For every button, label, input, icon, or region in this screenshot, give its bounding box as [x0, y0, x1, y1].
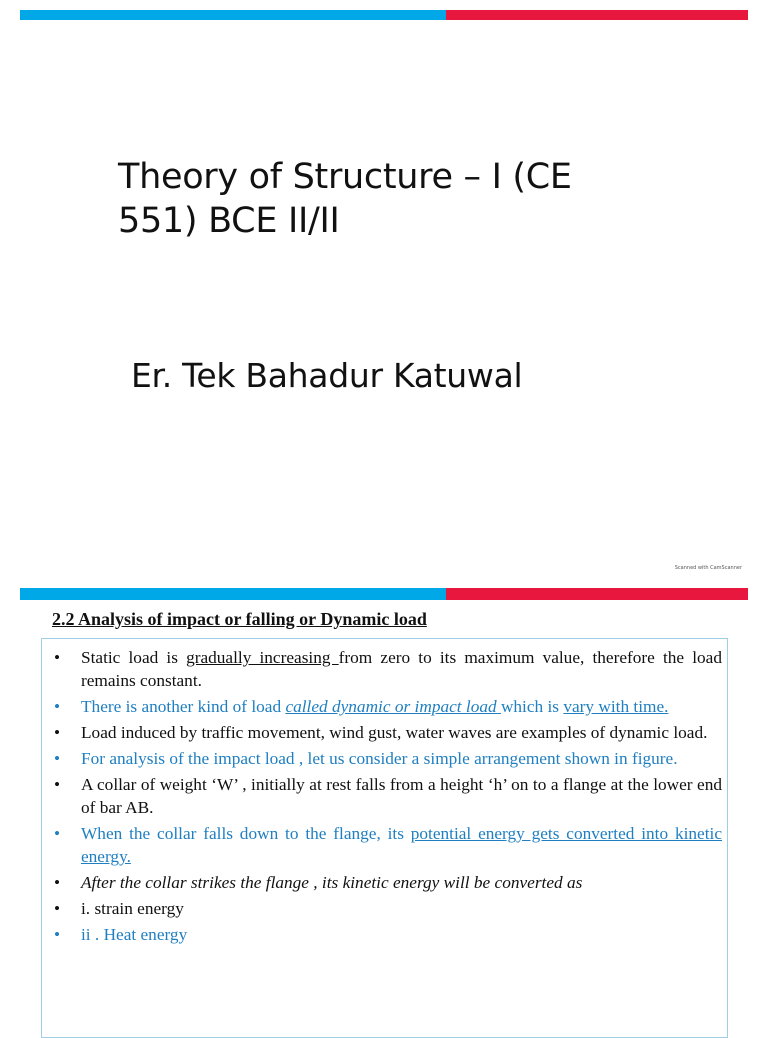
accent-bar	[20, 10, 748, 20]
scanner-watermark: Scanned with CamScanner	[674, 565, 742, 571]
bullet-text: i. strain energy	[81, 899, 184, 918]
bullet-text: potential energy gets converted into kinetic energy.	[81, 824, 722, 866]
bullet-text: Static load is	[81, 648, 187, 667]
bullet-text: which is	[500, 697, 564, 716]
bullet-text: ii . Heat energy	[81, 925, 188, 944]
bullet-item	[52, 897, 722, 920]
bullet-text: There is another kind of load	[81, 697, 286, 716]
section-heading: 2.2 Analysis of impact or falling or Dynamic load	[52, 609, 427, 629]
bullet-dot: •	[54, 824, 61, 843]
bullet-item	[52, 747, 722, 770]
content-slide	[0, 586, 768, 1024]
bullet-item	[52, 822, 722, 868]
bullet-text: vary with time.	[563, 697, 669, 716]
bullet-dot: •	[54, 873, 61, 892]
accent-bar-blue	[20, 10, 446, 20]
author-name: Er. Tek Bahadur Katuwal	[131, 356, 523, 395]
bullet-text: gradually increasing	[186, 648, 339, 667]
bullet-item	[52, 695, 722, 718]
bullet-dot: •	[54, 723, 61, 742]
bullet-list	[52, 646, 722, 949]
bullet-text: from zero to its maximum value, therefore the load remains constant.	[81, 648, 722, 690]
bullet-text: For analysis of the impact load , let us consider a simple arrangement shown in figure.	[81, 749, 678, 768]
bullet-dot: •	[54, 697, 61, 716]
bullet-item	[52, 646, 722, 692]
bullet-dot: •	[54, 775, 61, 794]
accent-bar-red	[446, 10, 748, 20]
bullet-item	[52, 773, 722, 819]
course-title: Theory of Structure – I (CE 551) BCE II/II	[118, 157, 572, 241]
bullet-item	[52, 871, 722, 894]
bullet-text: When the collar falls down to the flange, its	[81, 824, 411, 843]
bullet-item	[52, 923, 722, 946]
accent-bar	[20, 588, 748, 600]
bullet-text: Load induced by traffic movement, wind gust, water waves are examples of dynamic load.	[81, 723, 708, 742]
content-box	[41, 638, 728, 1038]
bullet-text: called dynamic or impact load	[285, 697, 501, 716]
accent-bar-blue	[20, 588, 446, 600]
bullet-item	[52, 721, 722, 744]
bullet-dot: •	[54, 749, 61, 768]
bullet-dot: •	[54, 925, 61, 944]
bullet-dot: •	[54, 648, 61, 667]
bullet-dot: •	[54, 899, 61, 918]
accent-bar-red	[446, 588, 748, 600]
bullet-text: A collar of weight ‘W’ , initially at rest falls from a height ‘h’ on to a flange at the lower end of bar AB.	[81, 775, 722, 817]
bullet-text: After the collar strikes the flange , its kinetic energy will be converted as	[81, 873, 583, 892]
